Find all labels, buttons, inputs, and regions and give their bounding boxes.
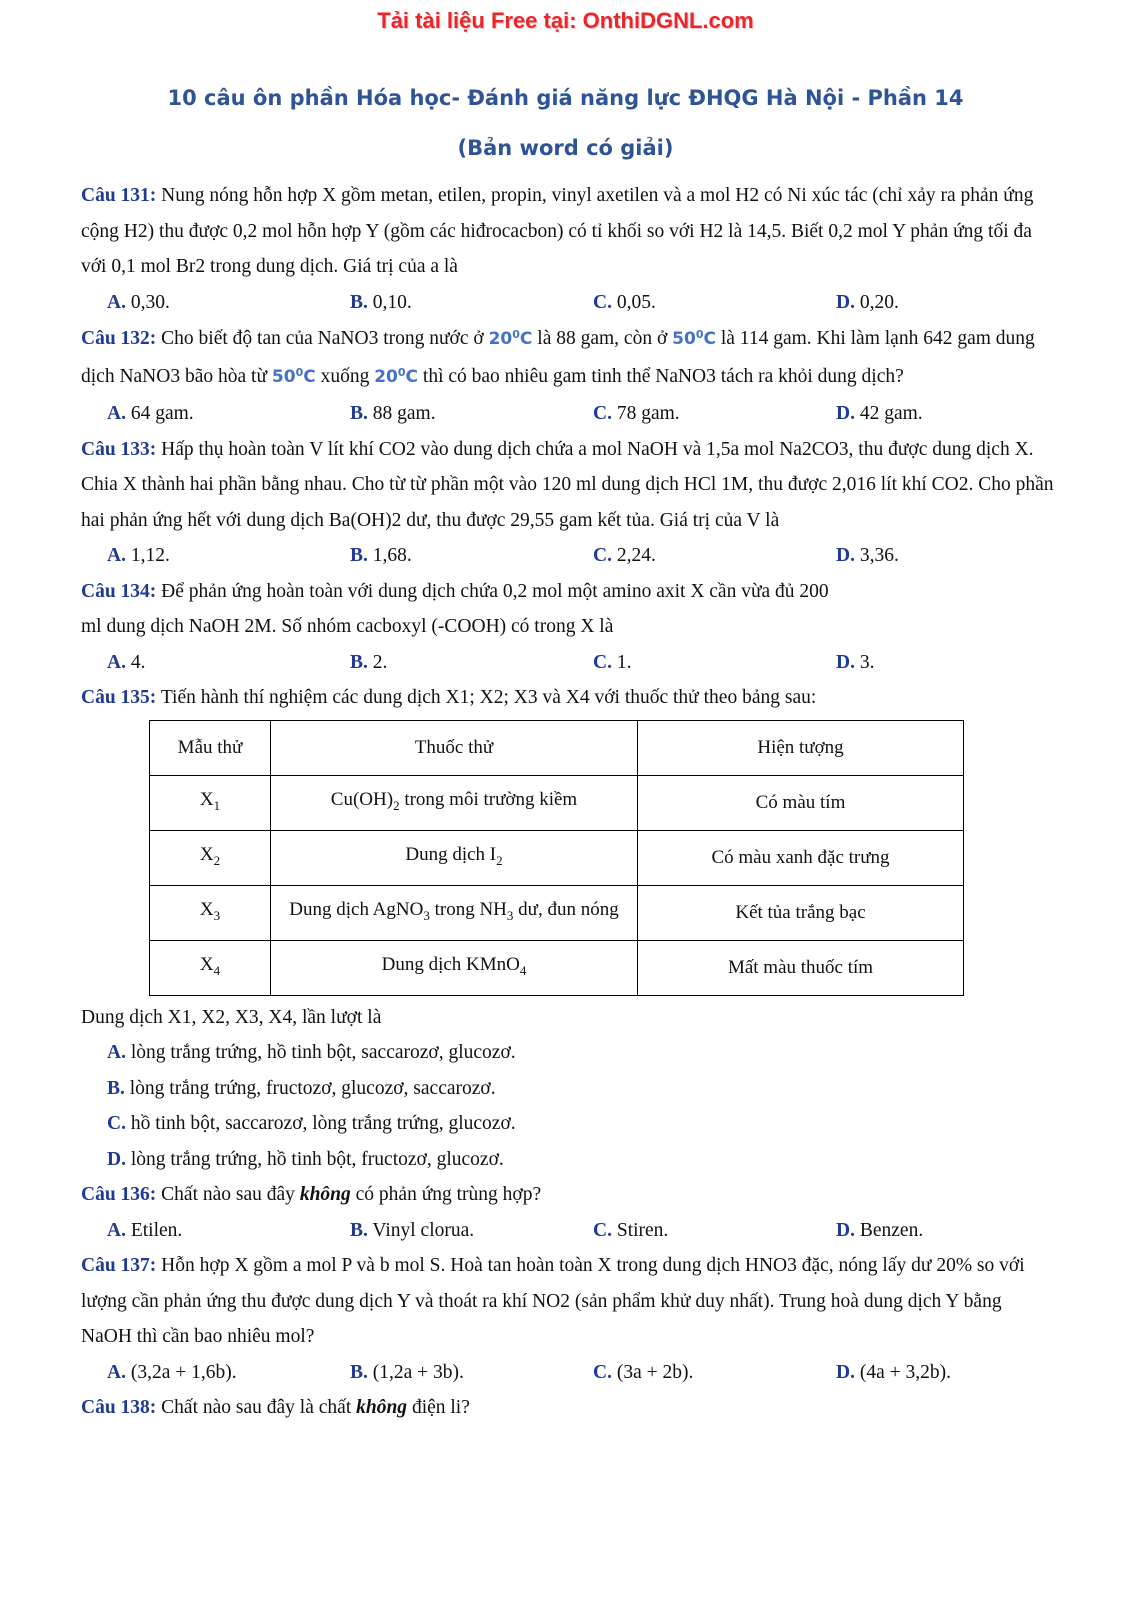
question-label: Câu 138: [81, 1397, 157, 1418]
option-b[interactable]: B. 0,10. [350, 291, 412, 313]
question-134: Câu 134: Để phản ứng hoàn toàn với dung dịch chứa 0,2 mol một amino axit X cần vừa đủ 200 ml dung dịch NaOH 2M. Số nhóm cacboxyl (-COOH) có trong X là [81, 580, 829, 637]
result-cell: Mất màu thuốc tím [638, 940, 964, 995]
option-b[interactable]: B. 1,68. [350, 545, 412, 566]
temperature-50: $50^0C$ [672, 328, 716, 349]
option-d[interactable]: D. 3,36. [836, 545, 899, 566]
download-banner[interactable]: Tải tài liệu Free tại: OnthiDGNL.com [377, 8, 754, 33]
options-133 [107, 538, 1056, 574]
option-c[interactable]: C. hồ tinh bột, saccarozơ, lòng trắng trứng, glucozơ. [107, 1113, 516, 1134]
question-133 [81, 432, 1056, 539]
temperature-50: $50^0C$ [271, 366, 316, 387]
option-c[interactable]: C. 78 gam. [593, 403, 680, 424]
sample-cell: $X_2$ [150, 830, 271, 885]
result-cell: Có màu xanh đặc trưng [638, 830, 964, 885]
reagent-cell: $Cu(OH)_2$ trong môi trường kiềm [271, 775, 638, 830]
question-label: Câu 131: [81, 185, 157, 206]
question-138: Câu 138: Chất nào sau đây là chất không điện li? [81, 1397, 470, 1418]
options-131 [107, 285, 1056, 321]
temperature-20: $20^0C$ [488, 328, 533, 349]
option-c[interactable]: C. 2,24. [593, 545, 656, 566]
option-b[interactable]: B. (1,2a + 3b). [350, 1361, 464, 1383]
option-b[interactable]: B. 88 gam. [350, 403, 436, 424]
reagent-cell: Dung dịch $I_2$ [271, 830, 638, 885]
question-text: Nung nóng hỗn hợp X gồm metan, etilen, propin, vinyl axetilen và a mol H2 có Ni xúc tác (chỉ xảy ra phản ứng cộng H2) thu được 0,2 mol hỗn hợp Y (gồm các hiđrocacbon) có tỉ khối so với H2 là 14,5. Biết 0,2 mol Y phản ứng tối đa với 0,1 mol Br2 trong dung dịch. Giá trị của a là [81, 185, 1034, 277]
option-c[interactable]: C. 1. [593, 651, 632, 673]
option-a[interactable]: A. Etilen. [107, 1219, 183, 1241]
option-a[interactable]: A. lòng trắng trứng, hồ tinh bột, saccarozơ, glucozơ. [107, 1042, 516, 1063]
option-d[interactable]: D. Benzen. [836, 1219, 924, 1241]
question-label: Câu 133: [81, 438, 157, 460]
question-label: Câu 137: [81, 1255, 157, 1276]
question-label: Câu 132: [81, 328, 157, 349]
option-b[interactable]: B. lòng trắng trứng, fructozơ, glucozơ, saccarozơ. [107, 1077, 496, 1099]
table-row [150, 885, 964, 940]
option-b[interactable]: B. 2. [350, 651, 388, 673]
options-136 [107, 1213, 1056, 1249]
header-reagent: Thuốc thử [271, 720, 638, 775]
option-b[interactable]: B. Vinyl clorua. [350, 1219, 475, 1241]
table-header-row [150, 720, 964, 775]
document-subtitle: (Bản word có giải) [457, 136, 674, 160]
sample-cell: $X_4$ [150, 940, 271, 995]
header-result: Hiện tượng [638, 720, 964, 775]
header-sample: Mẫu thử [150, 720, 271, 775]
question-label: Câu 134: [81, 580, 157, 602]
option-a[interactable]: A. 64 gam. [107, 403, 194, 424]
option-a[interactable]: A. 0,30. [107, 291, 170, 313]
option-a[interactable]: A. (3,2a + 1,6b). [107, 1361, 237, 1383]
document-title: 10 câu ôn phần Hóa học- Đánh giá năng lực ĐHQG Hà Nội - Phần 14 [167, 86, 964, 110]
temperature-20: $20^0C$ [374, 366, 419, 387]
option-d[interactable]: D. 3. [836, 651, 875, 673]
result-cell: Kết tủa trắng bạc [638, 885, 964, 940]
question-137: Câu 137: Hỗn hợp X gồm a mol P và b mol S. Hoà tan hoàn toàn X trong dung dịch HNO3 đặc, nóng lấy dư 20% so với lượng cần phản ứng thu được dung dịch Y và thoát ra khí NO2 (sản phẩm khử duy nhất). Trung hoà dung dịch Y bằng NaOH thì cần bao nhiêu mol? [81, 1255, 1025, 1347]
question-131 [81, 178, 1056, 285]
option-d[interactable]: D. lòng trắng trứng, hồ tinh bột, fructozơ, glucozơ. [107, 1148, 504, 1170]
question-text: Hấp thụ hoàn toàn V lít khí CO2 vào dung dịch chứa a mol NaOH và 1,5a mol Na2CO3, thu được dung dịch X. Chia X thành hai phần bằng nhau. Cho từ từ phần một vào 120 ml dung dịch HCl 1M, thu được 2,016 lít khí CO2. Cho phần hai phản ứng hết với dung dịch Ba(OH)2 dư, thu được 29,55 gam kết tủa. Giá trị của V là [81, 438, 1054, 531]
question-135-prompt: Dung dịch X1, X2, X3, X4, lần lượt là [81, 1006, 382, 1028]
option-c[interactable]: C. 0,05. [593, 291, 656, 313]
experiment-table [149, 720, 964, 996]
reagent-cell: Dung dịch KMnO$_4$ [271, 940, 638, 995]
result-cell: Có màu tím [638, 775, 964, 830]
option-c[interactable]: C. (3a + 2b). [593, 1361, 694, 1383]
sample-cell: $X_3$ [150, 885, 271, 940]
question-label: Câu 136: [81, 1184, 157, 1205]
option-d[interactable]: D. (4a + 3,2b). [836, 1361, 951, 1383]
reagent-cell: Dung dịch AgNO$_3$ trong $NH_3$ dư, đun nóng [271, 885, 638, 940]
table-row [150, 830, 964, 885]
question-135: Câu 135: Tiến hành thí nghiệm các dung dịch X1; X2; X3 và X4 với thuốc thử theo bảng sau: [81, 687, 817, 708]
options-132 [107, 396, 1056, 432]
question-136: Câu 136: Chất nào sau đây không có phản ứng trùng hợp? [81, 1184, 542, 1205]
question-132: Câu 132: Cho biết độ tan của NaNO3 trong nước ở $20^0C$ là 88 gam, còn ở $50^0C$ là 114 gam. Khi làm lạnh 642 gam dung dịch NaNO3 bão hòa từ $50^0C$ xuống $20^0C$ thì có bao nhiêu gam tinh thể NaNO3 tách ra khỏi dung dịch? [81, 328, 1035, 387]
option-d[interactable]: D. 0,20. [836, 291, 899, 313]
option-a[interactable]: A. 4. [107, 651, 146, 673]
options-137 [107, 1355, 1056, 1391]
table-row [150, 940, 964, 995]
table-row [150, 775, 964, 830]
question-label: Câu 135: [81, 687, 157, 708]
options-134 [107, 645, 1056, 681]
option-a[interactable]: A. 1,12. [107, 545, 170, 566]
sample-cell: $X_1$ [150, 775, 271, 830]
questions-content [81, 178, 1056, 1426]
option-c[interactable]: C. Stiren. [593, 1219, 669, 1241]
option-d[interactable]: D. 42 gam. [836, 403, 923, 424]
